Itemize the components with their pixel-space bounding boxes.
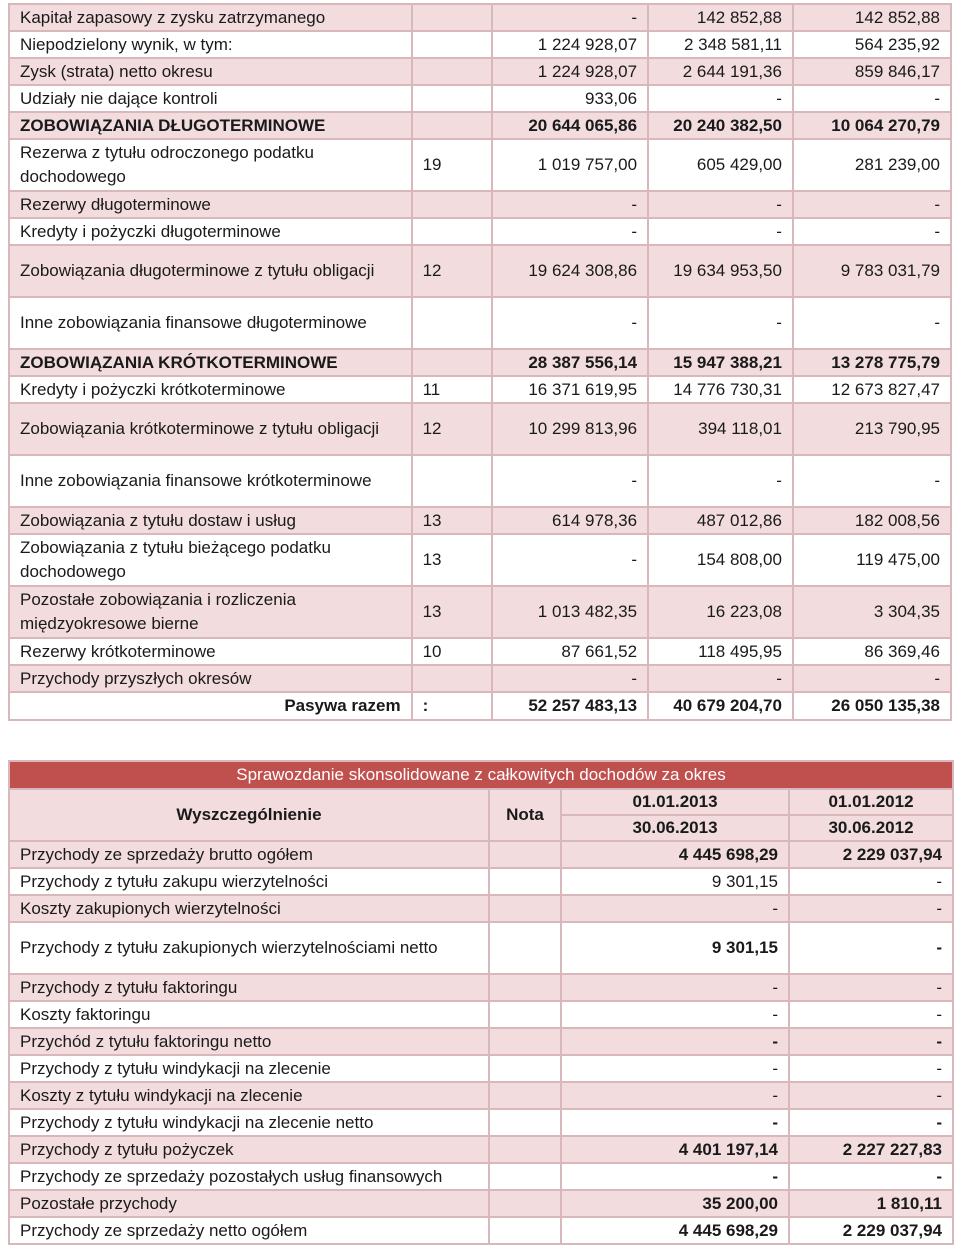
row-value-2: 19 634 953,50: [648, 245, 793, 297]
table-row: [9, 85, 951, 112]
row-value-2: -: [648, 665, 793, 692]
row-label: Przychody ze sprzedaży pozostałych usług finansowych: [9, 1163, 489, 1190]
row-value-2: 16 223,08: [648, 586, 793, 638]
table-row: [9, 218, 951, 245]
row-value-2: -: [789, 895, 953, 922]
row-value-1: 4 445 698,29: [561, 841, 789, 868]
table-row: [9, 1082, 953, 1109]
row-nota: [412, 31, 493, 58]
row-value-1: 1 224 928,07: [492, 31, 648, 58]
row-value-2: 1 810,11: [789, 1190, 953, 1217]
table-row: [9, 349, 951, 376]
row-value-1: -: [561, 1163, 789, 1190]
row-value-2: 14 776 730,31: [648, 376, 793, 403]
row-nota: [412, 455, 493, 507]
row-nota: [489, 1055, 561, 1082]
row-nota: [412, 218, 493, 245]
row-value-3: 86 369,46: [793, 638, 951, 665]
table-row: [9, 841, 953, 868]
row-value-3: -: [793, 297, 951, 349]
row-label: Przychody z tytułu windykacji na zlecenie netto: [9, 1109, 489, 1136]
table-row: [9, 112, 951, 139]
row-nota: [489, 1028, 561, 1055]
row-value-2: 2 229 037,94: [789, 841, 953, 868]
table-row: [9, 403, 951, 455]
row-value-3: 13 278 775,79: [793, 349, 951, 376]
row-nota: [489, 895, 561, 922]
row-label: Kapitał zapasowy z zysku zatrzymanego: [9, 4, 412, 31]
row-value-1: 35 200,00: [561, 1190, 789, 1217]
row-value-3: -: [793, 218, 951, 245]
row-label: Rezerwy długoterminowe: [9, 191, 412, 218]
row-value-1: 87 661,52: [492, 638, 648, 665]
row-label: Rezerwa z tytułu odroczonego podatku dochodowego: [9, 139, 412, 191]
total-row: [9, 692, 951, 720]
column-header-nota: Nota: [489, 789, 561, 841]
period-1-from: 01.01.2013: [561, 789, 789, 815]
row-value-2: 15 947 388,21: [648, 349, 793, 376]
table-row: [9, 1001, 953, 1028]
row-label: Zobowiązania z tytułu bieżącego podatku dochodowego: [9, 534, 412, 586]
row-label: Przychody z tytułu zakupu wierzytelności: [9, 868, 489, 895]
row-value-3: 3 304,35: [793, 586, 951, 638]
row-value-3: 213 790,95: [793, 403, 951, 455]
row-value-2: -: [789, 868, 953, 895]
row-nota: [489, 974, 561, 1001]
period-2-from: 01.01.2012: [789, 789, 953, 815]
row-value-1: -: [492, 191, 648, 218]
row-label: ZOBOWIĄZANIA KRÓTKOTERMINOWE: [9, 349, 412, 376]
row-nota: 10: [412, 638, 493, 665]
row-nota: [412, 85, 493, 112]
row-nota: [412, 4, 493, 31]
table-row: [9, 31, 951, 58]
row-value-3: -: [793, 665, 951, 692]
row-value-3: -: [793, 191, 951, 218]
column-header-description: Wyszczególnienie: [9, 789, 489, 841]
row-value-3: 10 064 270,79: [793, 112, 951, 139]
row-value-3: -: [793, 455, 951, 507]
row-value-3: 281 239,00: [793, 139, 951, 191]
table-row: [9, 191, 951, 218]
table-row: [9, 376, 951, 403]
table-row: [9, 4, 951, 31]
row-value-2: 2 229 037,94: [789, 1217, 953, 1244]
row-label: Przychody ze sprzedaży netto ogółem: [9, 1217, 489, 1244]
row-value-1: 1 224 928,07: [492, 58, 648, 85]
row-value-2: 118 495,95: [648, 638, 793, 665]
row-nota: [489, 1217, 561, 1244]
row-value-2: 2 348 581,11: [648, 31, 793, 58]
table-row: [9, 974, 953, 1001]
row-value-2: 605 429,00: [648, 139, 793, 191]
row-value-1: -: [492, 297, 648, 349]
row-value-1: 1 013 482,35: [492, 586, 648, 638]
total-value-3: 26 050 135,38: [793, 692, 951, 720]
row-value-3: -: [793, 85, 951, 112]
row-value-3: 142 852,88: [793, 4, 951, 31]
row-value-1: 20 644 065,86: [492, 112, 648, 139]
row-value-1: -: [492, 534, 648, 586]
row-value-1: 9 301,15: [561, 922, 789, 974]
row-label: Rezerwy krótkoterminowe: [9, 638, 412, 665]
row-nota: [489, 868, 561, 895]
row-label: Inne zobowiązania finansowe długoterminowe: [9, 297, 412, 349]
row-label: Zysk (strata) netto okresu: [9, 58, 412, 85]
row-value-1: 16 371 619,95: [492, 376, 648, 403]
row-label: Koszty z tytułu windykacji na zlecenie: [9, 1082, 489, 1109]
row-label: Przychód z tytułu faktoringu netto: [9, 1028, 489, 1055]
row-label: Pozostałe zobowiązania i rozliczenia międzyokresowe bierne: [9, 586, 412, 638]
period-1-to: 30.06.2013: [561, 815, 789, 841]
row-label: Niepodzielony wynik, w tym:: [9, 31, 412, 58]
row-value-1: 614 978,36: [492, 507, 648, 534]
row-value-2: 20 240 382,50: [648, 112, 793, 139]
row-value-2: -: [648, 191, 793, 218]
row-nota: [412, 297, 493, 349]
row-nota: [489, 1136, 561, 1163]
row-value-2: -: [789, 1109, 953, 1136]
table-row: [9, 665, 951, 692]
table-row: [9, 507, 951, 534]
row-nota: 13: [412, 586, 493, 638]
table-row: [9, 297, 951, 349]
table-row: [9, 1136, 953, 1163]
row-value-2: -: [648, 218, 793, 245]
row-value-1: 9 301,15: [561, 868, 789, 895]
row-nota: 12: [412, 245, 493, 297]
row-label: Kredyty i pożyczki długoterminowe: [9, 218, 412, 245]
row-value-2: 2 644 191,36: [648, 58, 793, 85]
row-value-1: -: [561, 1001, 789, 1028]
table-row: [9, 586, 951, 638]
row-value-2: -: [789, 1055, 953, 1082]
row-nota: 19: [412, 139, 493, 191]
row-value-1: -: [492, 218, 648, 245]
row-value-3: 859 846,17: [793, 58, 951, 85]
row-label: Zobowiązania krótkoterminowe z tytułu obligacji: [9, 403, 412, 455]
row-nota: [489, 922, 561, 974]
row-nota: 12: [412, 403, 493, 455]
table-row: [9, 1190, 953, 1217]
total-value-2: 40 679 204,70: [648, 692, 793, 720]
table-row: [9, 922, 953, 974]
period-2-to: 30.06.2012: [789, 815, 953, 841]
table-row: [9, 1217, 953, 1244]
row-value-1: -: [492, 4, 648, 31]
total-value-1: 52 257 483,13: [492, 692, 648, 720]
row-nota: [489, 1001, 561, 1028]
row-label: Kredyty i pożyczki krótkoterminowe: [9, 376, 412, 403]
row-nota: 13: [412, 507, 493, 534]
row-nota: [489, 1082, 561, 1109]
row-value-2: -: [648, 455, 793, 507]
total-label: Pasywa razem: [9, 692, 412, 720]
row-value-2: 142 852,88: [648, 4, 793, 31]
total-separator: :: [412, 692, 493, 720]
row-value-2: 394 118,01: [648, 403, 793, 455]
row-value-1: 4 445 698,29: [561, 1217, 789, 1244]
table-row: [9, 1055, 953, 1082]
row-label: Inne zobowiązania finansowe krótkoterminowe: [9, 455, 412, 507]
row-label: ZOBOWIĄZANIA DŁUGOTERMINOWE: [9, 112, 412, 139]
table-row: [9, 1028, 953, 1055]
row-nota: [489, 1163, 561, 1190]
row-value-1: -: [492, 455, 648, 507]
row-value-2: 487 012,86: [648, 507, 793, 534]
row-nota: [412, 58, 493, 85]
balance-sheet-table: [8, 3, 952, 721]
row-value-1: 10 299 813,96: [492, 403, 648, 455]
income-statement-table: [8, 760, 954, 1245]
row-nota: 13: [412, 534, 493, 586]
table-row: [9, 1163, 953, 1190]
row-value-1: 19 624 308,86: [492, 245, 648, 297]
table-row: [9, 139, 951, 191]
row-value-2: -: [648, 297, 793, 349]
row-value-1: -: [561, 1028, 789, 1055]
row-value-1: 933,06: [492, 85, 648, 112]
row-value-1: 28 387 556,14: [492, 349, 648, 376]
row-label: Przychody z tytułu windykacji na zlecenie: [9, 1055, 489, 1082]
table-row: [9, 868, 953, 895]
row-label: Koszty faktoringu: [9, 1001, 489, 1028]
row-value-1: -: [561, 1082, 789, 1109]
row-value-3: 119 475,00: [793, 534, 951, 586]
row-nota: [412, 349, 493, 376]
row-label: Zobowiązania długoterminowe z tytułu obligacji: [9, 245, 412, 297]
row-label: Koszty zakupionych wierzytelności: [9, 895, 489, 922]
row-label: Pozostałe przychody: [9, 1190, 489, 1217]
row-value-3: 9 783 031,79: [793, 245, 951, 297]
row-value-3: 12 673 827,47: [793, 376, 951, 403]
row-value-1: 4 401 197,14: [561, 1136, 789, 1163]
row-value-2: -: [789, 1001, 953, 1028]
row-nota: [489, 1109, 561, 1136]
table-row: [9, 245, 951, 297]
row-label: Udziały nie dające kontroli: [9, 85, 412, 112]
row-label: Przychody z tytułu faktoringu: [9, 974, 489, 1001]
row-value-1: -: [561, 1109, 789, 1136]
table-row: [9, 534, 951, 586]
table-row: [9, 455, 951, 507]
row-value-3: 182 008,56: [793, 507, 951, 534]
row-value-1: 1 019 757,00: [492, 139, 648, 191]
row-nota: [412, 665, 493, 692]
row-value-3: 564 235,92: [793, 31, 951, 58]
row-value-1: -: [561, 895, 789, 922]
row-nota: [412, 191, 493, 218]
row-value-2: -: [789, 974, 953, 1001]
row-nota: 11: [412, 376, 493, 403]
row-value-2: -: [789, 922, 953, 974]
row-nota: [412, 112, 493, 139]
row-value-2: 154 808,00: [648, 534, 793, 586]
row-value-1: -: [561, 974, 789, 1001]
row-value-2: -: [648, 85, 793, 112]
row-label: Przychody przyszłych okresów: [9, 665, 412, 692]
row-value-2: -: [789, 1163, 953, 1190]
row-label: Zobowiązania z tytułu dostaw i usług: [9, 507, 412, 534]
statement-title: Sprawozdanie skonsolidowane z całkowitych dochodów za okres: [9, 761, 953, 789]
row-nota: [489, 1190, 561, 1217]
row-label: Przychody ze sprzedaży brutto ogółem: [9, 841, 489, 868]
row-value-1: -: [561, 1055, 789, 1082]
row-value-1: -: [492, 665, 648, 692]
table-row: [9, 1109, 953, 1136]
row-nota: [489, 841, 561, 868]
table-row: [9, 58, 951, 85]
row-value-2: -: [789, 1082, 953, 1109]
row-value-2: -: [789, 1028, 953, 1055]
row-value-2: 2 227 227,83: [789, 1136, 953, 1163]
row-label: Przychody z tytułu pożyczek: [9, 1136, 489, 1163]
table-row: [9, 895, 953, 922]
row-label: Przychody z tytułu zakupionych wierzytelnościami netto: [9, 922, 489, 974]
table-row: [9, 638, 951, 665]
